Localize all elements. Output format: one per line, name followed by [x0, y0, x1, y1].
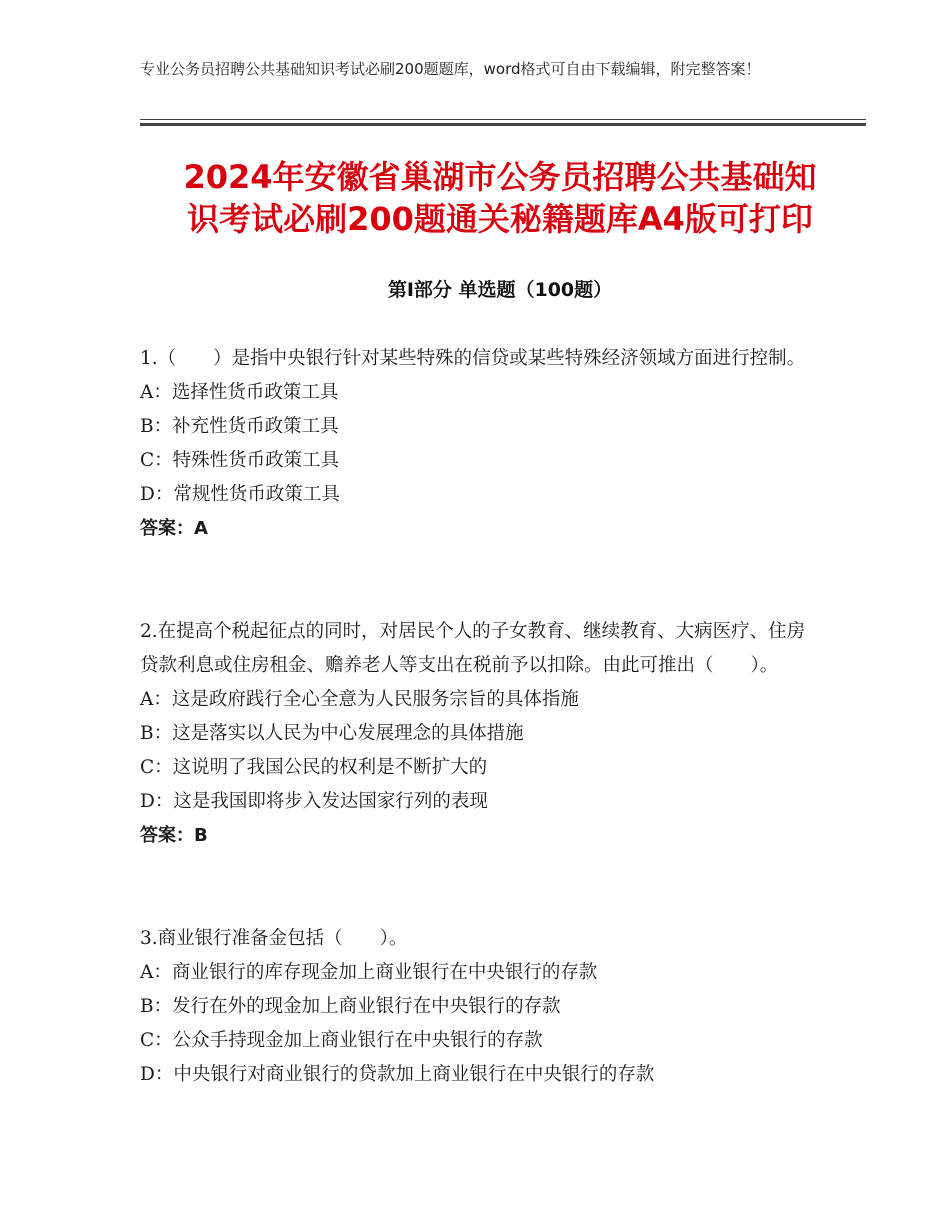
section-heading: 第Ⅰ部分 单选题（100题） — [387, 279, 613, 301]
header-note: 专业公务员招聘公共基础知识考试必刷200题题库，word格式可自由下载编辑，附完整答案！ — [140, 60, 761, 78]
option-b: B：这是落实以人民为中心发展理念的具体措施 — [140, 723, 524, 744]
question-3 — [140, 922, 810, 1092]
question-stem: 3.商业银行准备金包括（ ）。 — [140, 928, 408, 949]
option-b: B：发行在外的现金加上商业银行在中央银行的存款 — [140, 996, 561, 1017]
header-divider-thin — [140, 119, 866, 120]
option-a: A：选择性货币政策工具 — [140, 382, 339, 403]
option-b: B：补充性货币政策工具 — [140, 416, 339, 437]
option-d: D：中央银行对商业银行的贷款加上商业银行在中央银行的存款 — [140, 1064, 655, 1085]
document-title — [140, 156, 860, 240]
question-2 — [140, 615, 810, 853]
option-c: C：公众手持现金加上商业银行在中央银行的存款 — [140, 1030, 543, 1051]
option-a: A：商业银行的库存现金加上商业银行在中央银行的存款 — [140, 962, 598, 983]
option-a: A：这是政府践行全心全意为人民服务宗旨的具体指施 — [140, 689, 579, 710]
answer: 答案：B — [140, 825, 208, 846]
question-1 — [140, 342, 810, 546]
title-line-1: 2024年安徽省巢湖市公务员招聘公共基础知 — [183, 158, 817, 196]
answer: 答案：A — [140, 518, 208, 539]
header-divider-thick — [140, 123, 866, 126]
option-d: D：常规性货币政策工具 — [140, 484, 340, 505]
question-stem: 1.（ ）是指中央银行针对某些特殊的信贷或某些特殊经济领域方面进行控制。 — [140, 348, 806, 369]
option-c: C：这说明了我国公民的权利是不断扩大的 — [140, 757, 488, 778]
title-line-2: 识考试必刷200题通关秘籍题库A4版可打印 — [187, 200, 813, 238]
question-stem: 2.在提高个税起征点的同时，对居民个人的子女教育、继续教育、大病医疗、住房贷款利息或住房租金、赡养老人等支出在税前予以扣除。由此可推出（ ）。 — [140, 621, 806, 676]
option-d: D：这是我国即将步入发达国家行列的表现 — [140, 791, 488, 812]
option-c: C：特殊性货币政策工具 — [140, 450, 340, 471]
